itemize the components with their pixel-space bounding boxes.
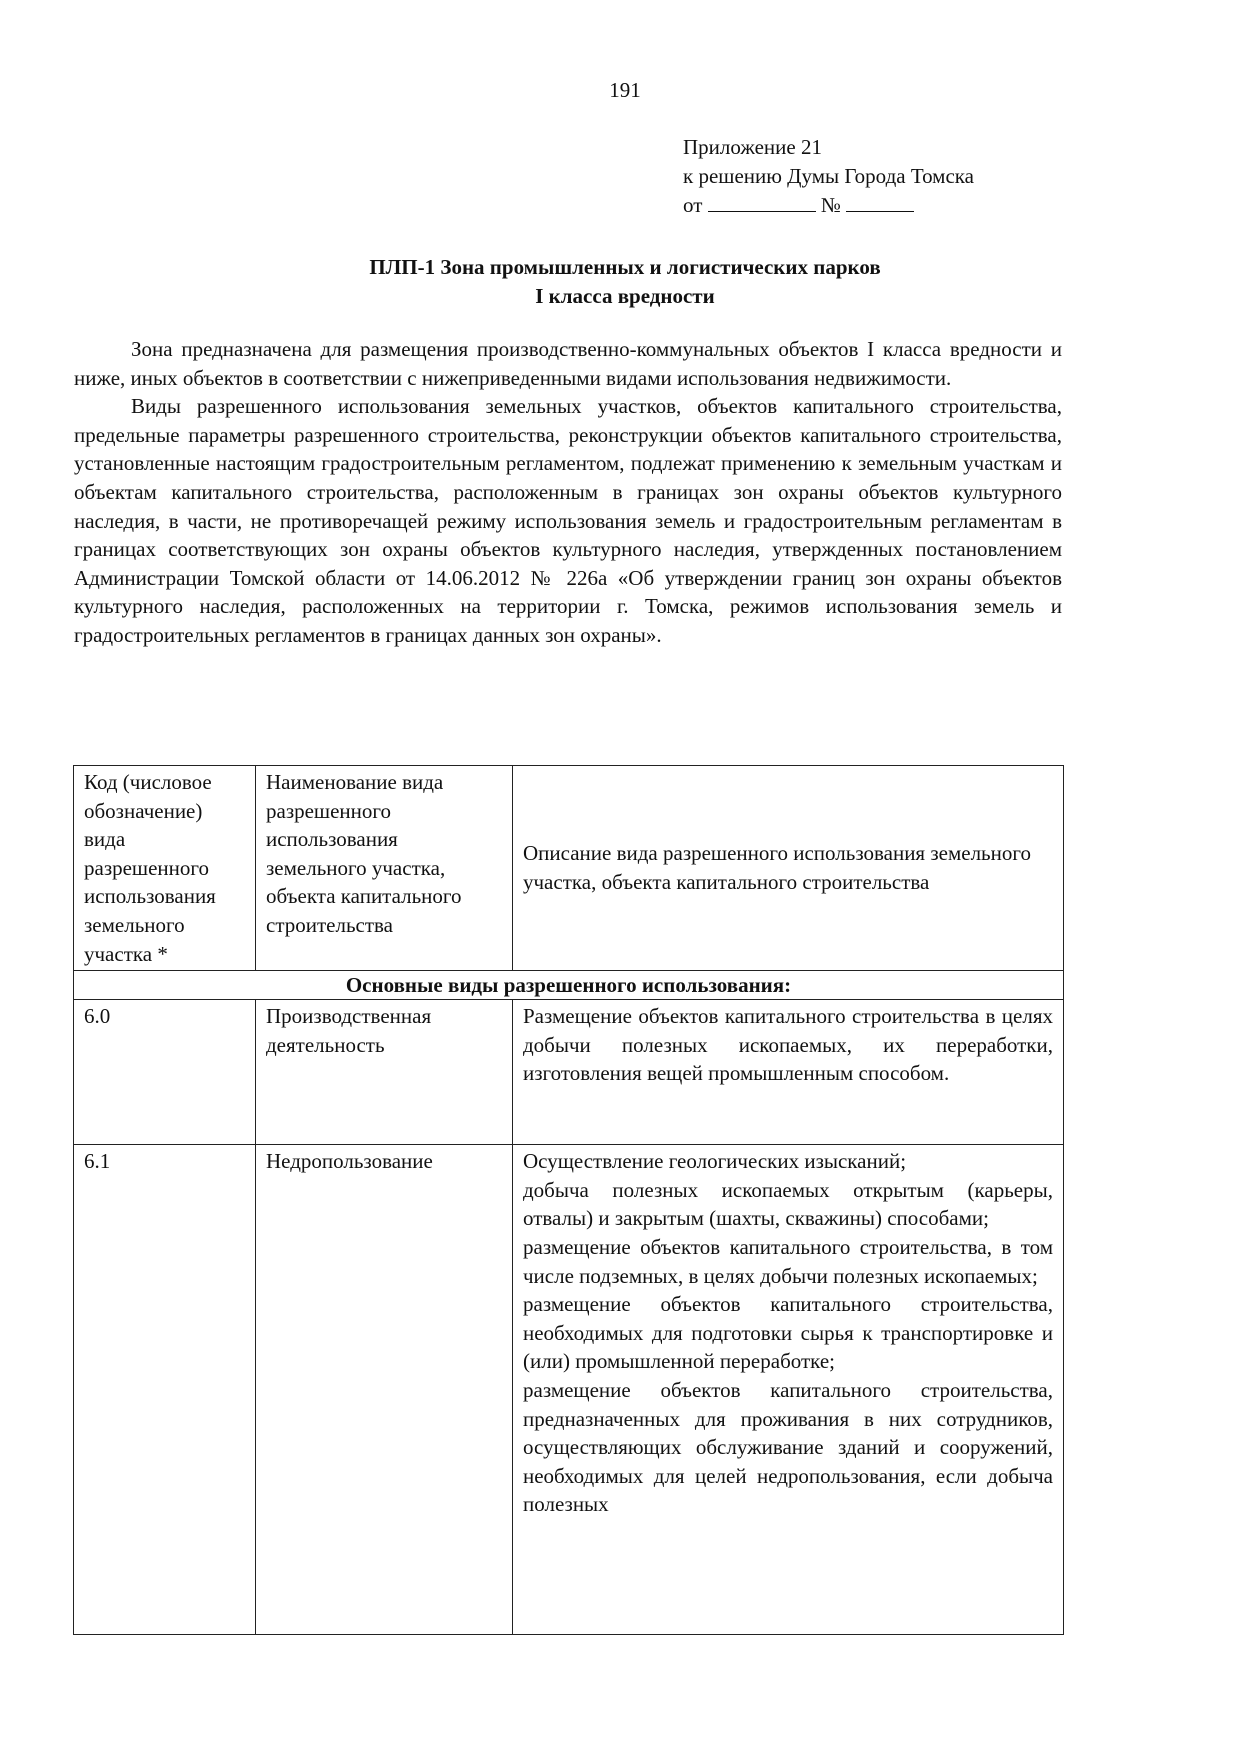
description-line: Размещение объектов капитального строительства в целях добычи полезных ископаемых, их переработки, изготовления вещей промышленным способом. [523,1004,1053,1086]
paragraph-zone-purpose: Зона предназначена для размещения производственно-коммунальных объектов I класса вредности и ниже, иных объектов в соответствии с нижеприведенными видами использования недвижимости. [74,337,1062,390]
date-prefix: от [683,193,703,217]
appendix-number: Приложение 21 [683,135,822,159]
section-title: Основные виды разрешенного использования: [74,971,1064,1000]
row-code: 6.1 [74,1145,256,1635]
description-line: размещение объектов капитального строительства, необходимых для подготовки сырья к транспортировке и (или) промышленной переработке; [523,1292,1053,1374]
table-row [74,1145,1064,1635]
row-description [513,1145,1064,1635]
header-code: Код (числовое обозначение) вида разрешенного использования земельного участка * [74,766,256,971]
appendix-date-line [683,191,974,220]
title-line-1: ПЛП-1 Зона промышленных и логистических парков [369,255,881,279]
number-sign: № [820,193,841,217]
row-code: 6.0 [74,1000,256,1145]
header-name: Наименование вида разрешенного использования земельного участка, объекта капитального строительства [256,766,513,971]
description-line: добыча полезных ископаемых открытым (карьеры, отвалы) и закрытым (шахты, скважины) способами; [523,1177,1053,1231]
table-header-row [74,766,1064,971]
appendix-header [683,133,974,220]
page-number: 191 [609,78,641,102]
number-blank-field [846,191,914,212]
paragraph-permitted-uses: Виды разрешенного использования земельных участков, объектов капитального строительства, предельные параметры разрешенного строительства, реконструкции объектов капитального строительства, установленные настоящим градостроительным регламентом, подлежат применению к земельным участкам и объектам капитального строительства, расположенным в границах зон охраны объектов культурного наследия, в части, не противоречащей режиму использования земель и градостроительным регламентам в границах соответствующих зон охраны объектов культурного наследия, утвержденных постановлением Администрации Томской области от 14.06.2012 № 226а «Об утверждении границ зон охраны объектов культурного наследия, расположенных на территории г. Томска, режимов использования земель и градостроительных регламентов в границах данных зон охраны». [74,394,1062,647]
appendix-decision: к решению Думы Города Томска [683,164,974,188]
date-blank-field [708,191,816,212]
row-name: Недропользование [256,1145,513,1635]
row-name: Производственная деятельность [256,1000,513,1145]
row-description [513,1000,1064,1145]
description-line: Осуществление геологических изысканий; [523,1149,907,1174]
header-description: Описание вида разрешенного использования земельного участка, объекта капитального строительства [513,766,1064,971]
table-row [74,1000,1064,1145]
body-text [74,335,1062,650]
document-title [0,253,1240,311]
permitted-uses-table [73,765,1064,1635]
description-line: размещение объектов капитального строительства, в том числе подземных, в целях добычи полезных ископаемых; [523,1234,1053,1288]
section-row [74,971,1064,1000]
title-line-2: I класса вредности [535,284,715,308]
description-line: размещение объектов капитального строительства, предназначенных для проживания в них сотрудников, осуществляющих обслуживание зданий и сооружений, необходимых для целей недропользования, если добыча полезных [523,1377,1053,1517]
